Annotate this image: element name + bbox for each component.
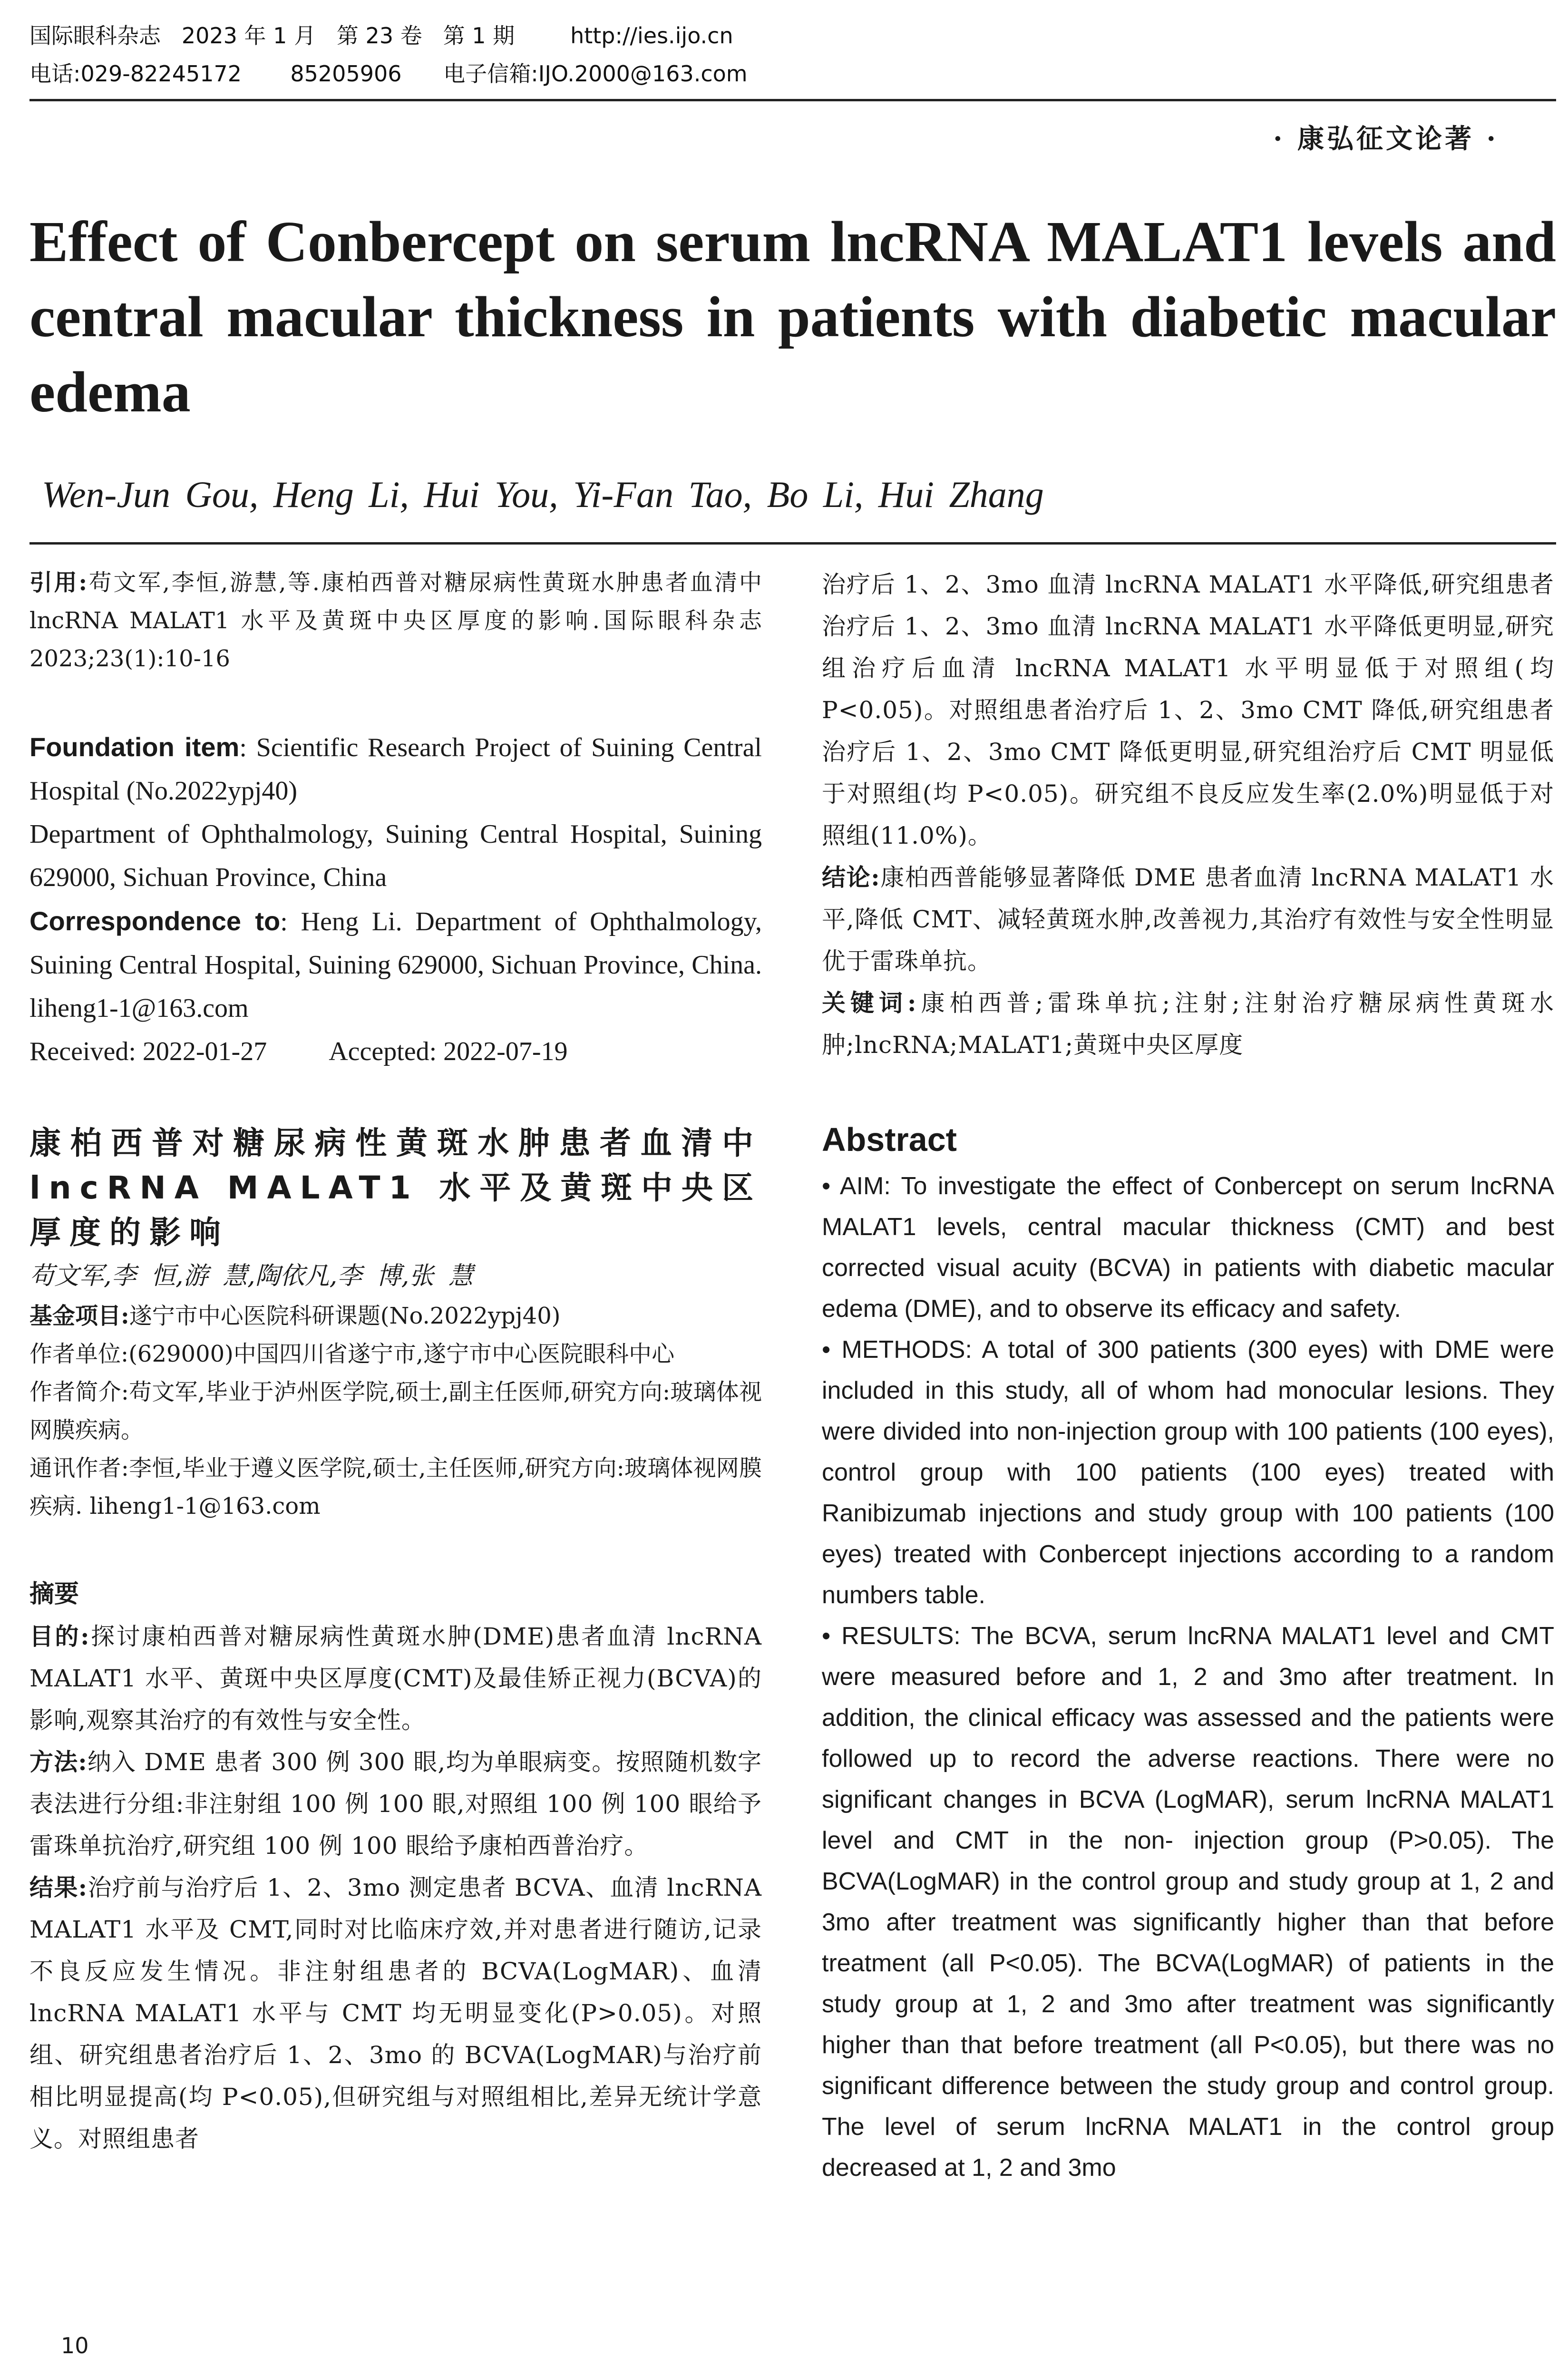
dates bbox=[29, 1030, 762, 1073]
keywords-cn-text: 康柏西普;雷珠单抗;注射;注射治疗糖尿病性黄斑水肿;lncRNA;MALAT1;黄斑中央区厚度 bbox=[822, 989, 1554, 1059]
fund-cn bbox=[29, 1297, 762, 1335]
conclusion-cn-text: 康柏西普能够显著降低 DME 患者血清 lncRNA MALAT1 水平,降低 CMT、减轻黄斑水肿,改善视力,其治疗有效性与安全性明显优于雷珠单抗。 bbox=[822, 864, 1554, 975]
correspondence-label: Correspondence to bbox=[29, 906, 281, 936]
article-title-en: Effect of Conbercept on serum lncRNA MALAT1 levels and central macular thickness in patients with diabetic macular edema bbox=[29, 210, 1556, 424]
title-rule bbox=[29, 542, 1556, 545]
abstract-cn-methods bbox=[29, 1741, 762, 1867]
abstract-en-heading: Abstract bbox=[822, 1121, 957, 1158]
abstract-cn-results-part1 bbox=[29, 1867, 762, 2160]
foundation-label: Foundation item bbox=[29, 732, 240, 762]
authors-cn: 苟文军,李 恒,游 慧,陶依凡,李 博,张 慧 bbox=[29, 1262, 473, 1290]
foundation-text: : Scientific Research Project of Suining Central Hospital (No.2022ypj40) bbox=[29, 733, 762, 806]
aim-cn-label: 目的: bbox=[29, 1622, 90, 1650]
correspondence-text: : Heng Li. Department of Ophthalmology, Suining Central Hospital, Suining 629000, Sichuan Province, China. liheng1-1@163.com bbox=[29, 907, 762, 1023]
results-en-text: The BCVA, serum lncRNA MALAT1 level and CMT were measured before and 1, 2 and 3mo after treatment. In addition, the clinical efficacy was assessed and the patients were followed up to record the adverse reactions. There were no significant changes in BCVA (LogMAR), serum lncRNA MALAT1 level and CMT in the non- injection group (P>0.05). The BCVA(LogMAR) in the control group and study group at 1, 2 and 3mo after treatment was significantly higher than that before treatment (all P<0.05). The BCVA(LogMAR) of patients in the study group at 1, 2 and 3mo after treatment was significantly higher than that before treatment (all P<0.05), but there was no significant difference between the study group and control group. The level of serum lncRNA MALAT1 in the control group decreased at 1, 2 and 3mo bbox=[822, 1622, 1554, 2182]
page-number: 10 bbox=[61, 2333, 89, 2358]
received-date: Received: 2022-01-27 bbox=[29, 1037, 267, 1066]
unit-cn-label: 作者单位: bbox=[29, 1341, 129, 1367]
abstract-en-methods bbox=[822, 1329, 1554, 1616]
keywords-cn-label: 关键词: bbox=[822, 989, 917, 1017]
corr-cn bbox=[29, 1449, 762, 1525]
abstract-cn-conclusion bbox=[822, 857, 1554, 982]
fund-cn-label: 基金项目: bbox=[29, 1303, 129, 1329]
corr-cn-text: 李恒,毕业于遵义医学院,硕士,主任医师,研究方向:玻璃体视网膜疾病. liheng1-1@163.com bbox=[29, 1455, 762, 1520]
conclusion-cn-label: 结论: bbox=[822, 863, 880, 891]
results-cn-text-1: 治疗前与治疗后 1、2、3mo 测定患者 BCVA、血清 lncRNA MALAT1 水平及 CMT,同时对比临床疗效,并对患者进行随访,记录不良反应发生情况。非注射组患者的 BCVA(LogMAR)、血清 lncRNA MALAT1 水平与 CMT 均无明显变化(P>0.05)。对照组、研究组患者治疗后 1、2、3mo 的 BCVA(LogMAR)与治疗前相比明显提高(均 P<0.05),但研究组与对照组相比,差异无统计学意义。对照组患者 bbox=[29, 1874, 762, 2153]
methods-en-label: • METHODS: bbox=[822, 1336, 982, 1364]
abstract-cn-results-part2: 治疗后 1、2、3mo 血清 lncRNA MALAT1 水平降低,研究组患者治疗后 1、2、3mo 血清 lncRNA MALAT1 水平降低更明显,研究组治疗后血清 lncRNA MALAT1 水平明显低于对照组(均 P<0.05)。对照组患者治疗后 1、2、3mo CMT 降低,研究组患者治疗后 1、2、3mo CMT 降低更明显,研究组治疗后 CMT 明显低于对照组(均 P<0.05)。研究组不良反应发生率(2.0%)明显低于对照组(11.0%)。 bbox=[822, 571, 1554, 849]
left-column bbox=[29, 564, 762, 2160]
citation-text: 苟文军,李恒,游慧,等.康柏西普对糖尿病性黄斑水肿患者血清中 lncRNA MALAT1 水平及黄斑中央区厚度的影响.国际眼科杂志 2023;23(1):10-16 bbox=[29, 569, 762, 672]
results-cn-label: 结果: bbox=[29, 1873, 88, 1901]
abstract-en-aim bbox=[822, 1166, 1554, 1329]
department: Department of Ophthalmology, Suining Central Hospital, Suining 629000, Sichuan Province, China bbox=[29, 819, 762, 892]
unit-cn bbox=[29, 1335, 762, 1373]
abstract-cn-heading: 摘要 bbox=[29, 1580, 79, 1608]
bio-cn bbox=[29, 1373, 762, 1449]
abstract-cn-aim bbox=[29, 1616, 762, 1741]
authors-en: Wen-Jun Gou, Heng Li, Hui You, Yi-Fan Tao, Bo Li, Hui Zhang bbox=[42, 474, 1044, 515]
abstract-en-results bbox=[822, 1616, 1554, 2188]
fund-cn-text: 遂宁市中心医院科研课题(No.2022ypj40) bbox=[129, 1303, 561, 1329]
aim-en-text: To investigate the effect of Conbercept on serum lncRNA MALAT1 levels, central macular thickness (CMT) and best corrected visual acuity (BCVA) in patients with diabetic macular edema (DME), and to observe its efficacy and safety. bbox=[822, 1172, 1554, 1323]
right-column bbox=[822, 564, 1554, 2188]
methods-en-text: A total of 300 patients (300 eyes) with DME were included in this study, all of whom had monocular lesions. They were divided into non-injection group with 100 patients (100 eyes), control group with 100 patients (100 eyes) treated with Ranibizumab injections and study group with 100 patients (100 eyes) treated with Conbercept injections according to a random numbers table. bbox=[822, 1336, 1554, 1609]
methods-cn-text: 纳入 DME 患者 300 例 300 眼,均为单眼病变。按照随机数字表法进行分组:非注射组 100 例 100 眼,对照组 100 例 100 眼给予雷珠单抗治疗,研究组 100 例 100 眼给予康柏西普治疗。 bbox=[29, 1748, 762, 1860]
unit-cn-text: (629000)中国四川省遂宁市,遂宁市中心医院眼科中心 bbox=[128, 1341, 675, 1367]
header-rule bbox=[29, 99, 1556, 101]
corr-cn-label: 通讯作者: bbox=[29, 1455, 129, 1481]
keywords-cn bbox=[822, 982, 1554, 1066]
accepted-date: Accepted: 2022-07-19 bbox=[329, 1037, 568, 1066]
section-tag: · 康弘征文论著 · bbox=[1273, 123, 1499, 155]
methods-cn-label: 方法: bbox=[29, 1748, 88, 1776]
results-en-label: • RESULTS: bbox=[822, 1622, 971, 1650]
citation bbox=[29, 564, 762, 678]
foundation-item bbox=[29, 725, 762, 813]
bio-cn-text: 苟文军,毕业于泸州医学院,硕士,副主任医师,研究方向:玻璃体视网膜疾病。 bbox=[29, 1379, 762, 1443]
aim-en-label: • AIM: bbox=[822, 1172, 901, 1200]
citation-label: 引用: bbox=[29, 569, 88, 596]
bio-cn-label: 作者简介: bbox=[29, 1379, 129, 1405]
aim-cn-text: 探讨康柏西普对糖尿病性黄斑水肿(DME)患者血清 lncRNA MALAT1 水平、黄斑中央区厚度(CMT)及最佳矫正视力(BCVA)的影响,观察其治疗的有效性与安全性。 bbox=[29, 1623, 762, 1734]
journal-header-line-1: 国际眼科杂志 2023 年 1 月 第 23 卷 第 1 期 http://ies.ijo.cn bbox=[29, 23, 733, 49]
correspondence bbox=[29, 899, 762, 1030]
journal-header-line-2: 电话:029-82245172 85205906 电子信箱:IJO.2000@163.com bbox=[29, 61, 748, 87]
article-title-cn: 康柏西普对糖尿病性黄斑水肿患者血清中 lncRNA MALAT1 水平及黄斑中央区厚度的影响 bbox=[29, 1125, 762, 1251]
